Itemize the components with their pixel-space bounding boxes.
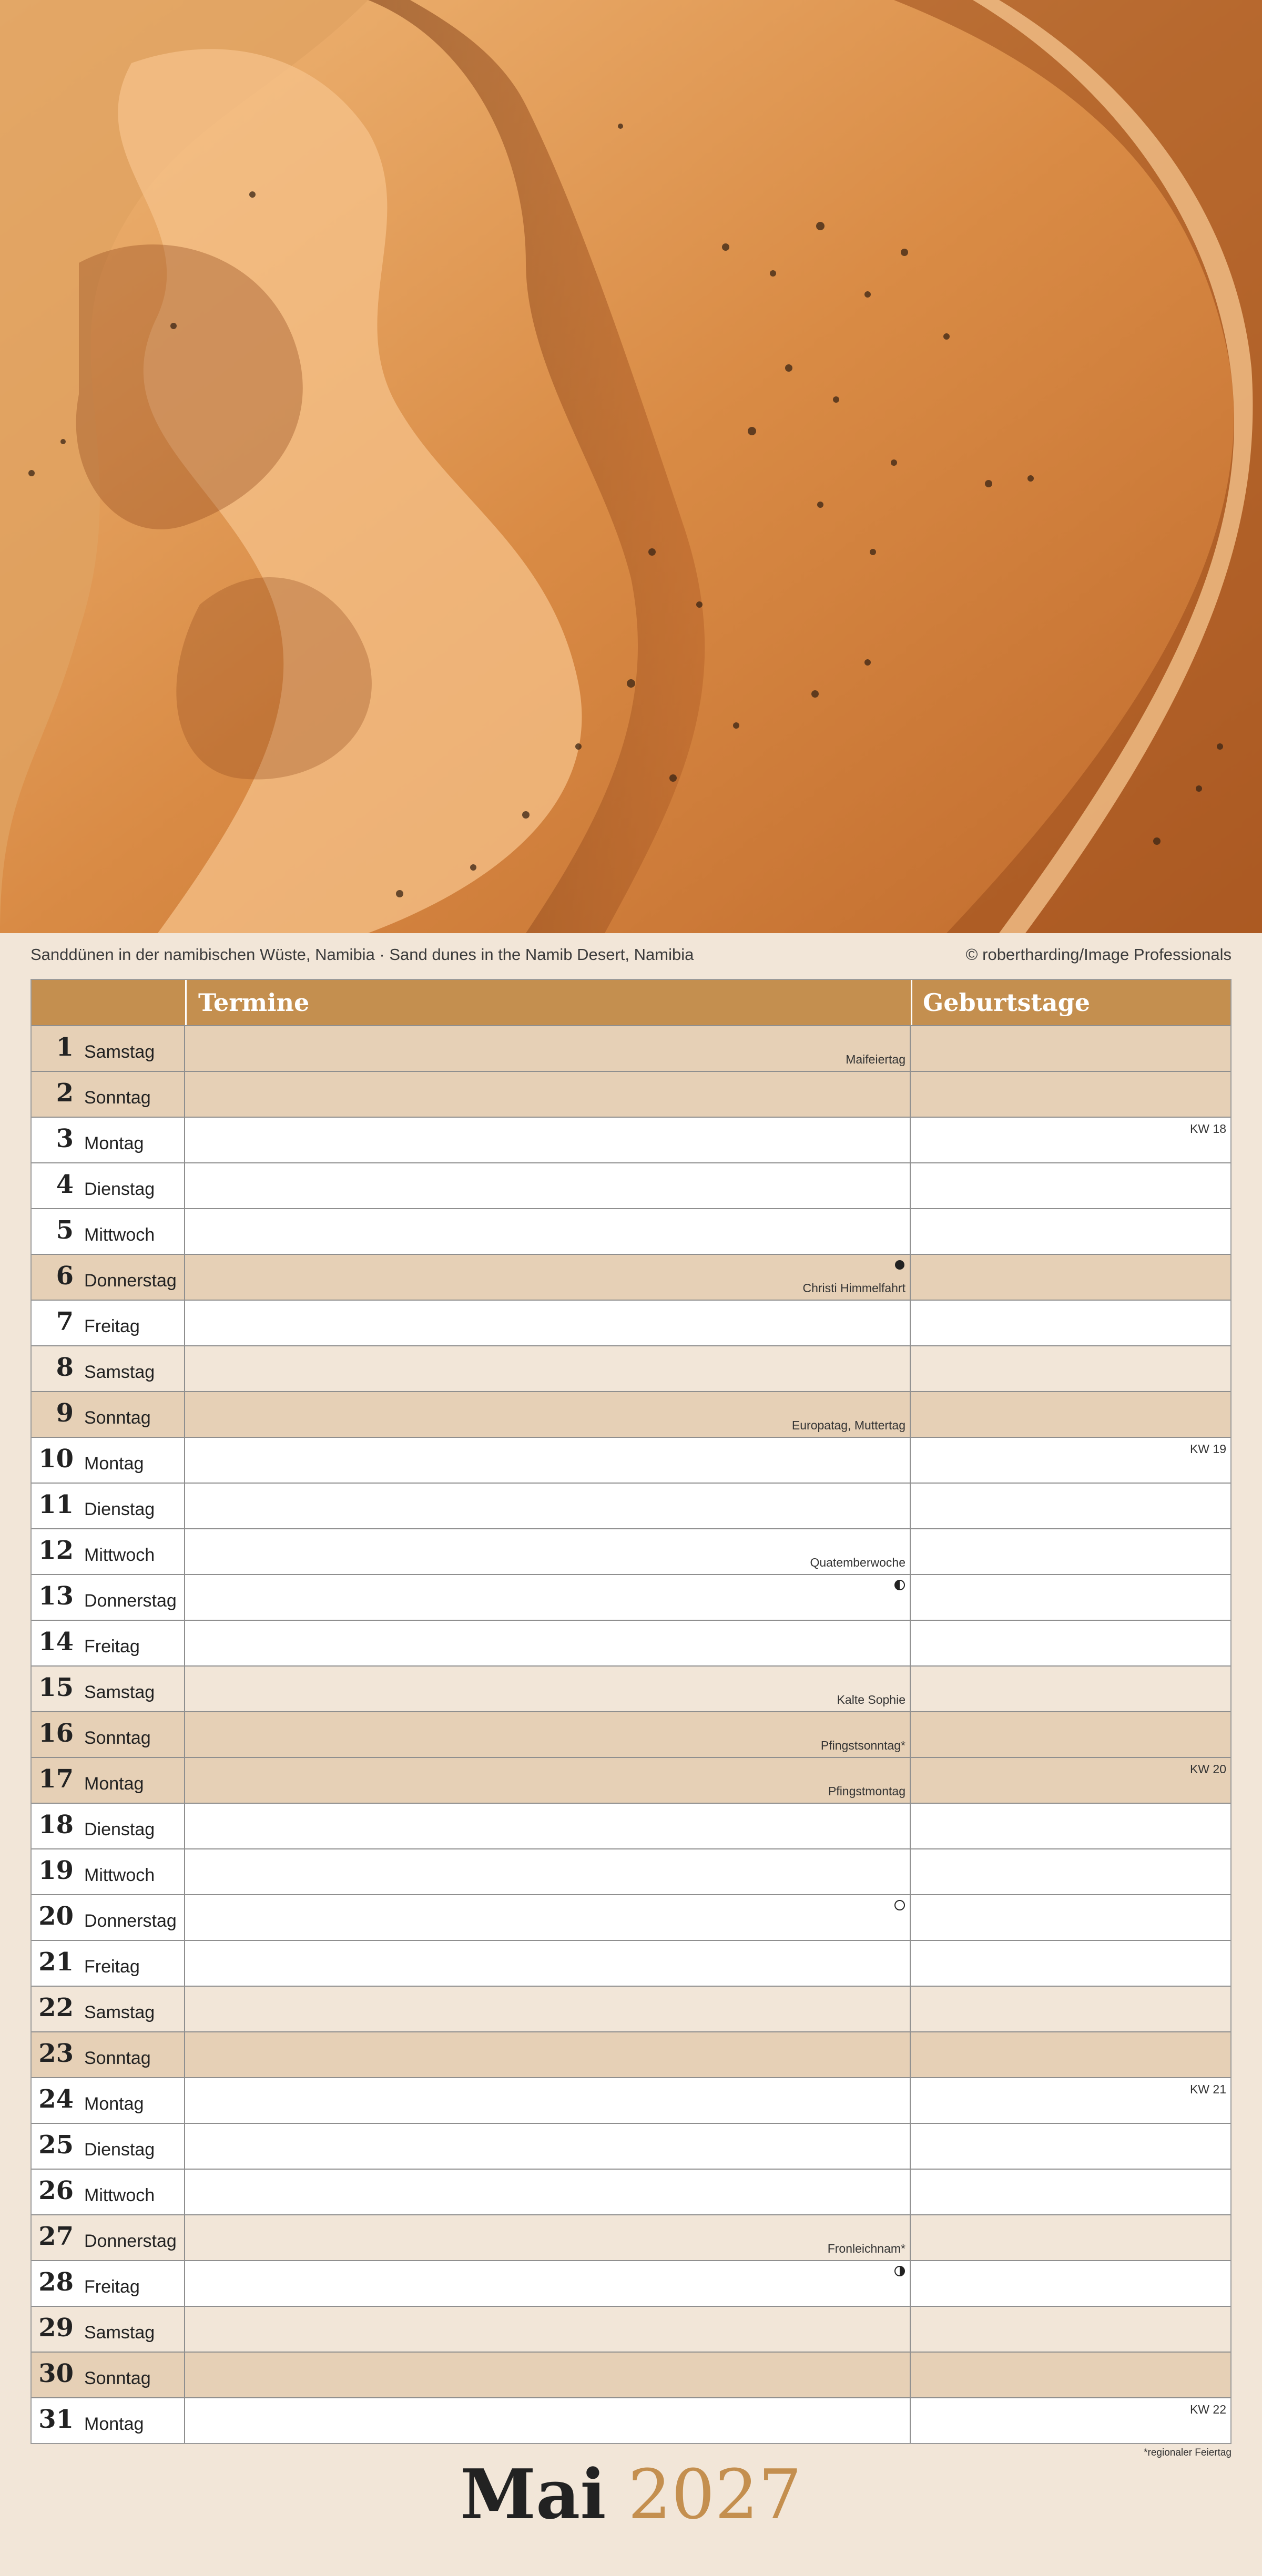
day-label-cell <box>32 1301 185 1345</box>
geburtstage-cell[interactable] <box>911 1758 1230 1803</box>
day-row <box>32 1986 1230 2031</box>
termine-cell[interactable] <box>185 1438 911 1483</box>
geburtstage-cell[interactable] <box>911 1895 1230 1940</box>
day-number: 23 <box>38 2039 74 2068</box>
weekday-name: Samstag <box>84 2323 155 2343</box>
photo-caption-row <box>30 941 1232 968</box>
geburtstage-cell[interactable] <box>911 1575 1230 1620</box>
day-number: 31 <box>38 2405 74 2434</box>
day-number: 26 <box>38 2176 74 2205</box>
termine-cell[interactable] <box>185 1712 911 1757</box>
geburtstage-cell[interactable] <box>911 1026 1230 1071</box>
day-number: 14 <box>38 1627 74 1657</box>
day-number: 22 <box>38 1993 74 2022</box>
day-row <box>32 1208 1230 1254</box>
month-planner-table <box>30 979 1232 2444</box>
day-number: 15 <box>38 1673 74 1702</box>
geburtstage-cell[interactable] <box>911 1118 1230 1162</box>
day-number: 4 <box>56 1170 74 1199</box>
day-row <box>32 1162 1230 1208</box>
header-day-column <box>32 980 185 1025</box>
day-row <box>32 1391 1230 1437</box>
day-number: 25 <box>38 2130 74 2160</box>
year: 2027 <box>628 2455 802 2534</box>
day-label-cell <box>32 1941 185 1986</box>
termine-cell[interactable] <box>185 1941 911 1986</box>
geburtstage-cell[interactable] <box>911 1987 1230 2031</box>
day-number: 17 <box>38 1764 74 1794</box>
weekday-name: Mittwoch <box>84 1545 155 1565</box>
geburtstage-cell[interactable] <box>911 2215 1230 2260</box>
holiday-note: Christi Himmelfahrt <box>802 1281 905 1295</box>
weekday-name: Montag <box>84 1454 144 1474</box>
weekday-name: Freitag <box>84 1316 140 1336</box>
day-label-cell <box>32 1758 185 1803</box>
dune-photo <box>0 0 1262 933</box>
termine-cell[interactable] <box>185 1072 911 1117</box>
weekday-name: Donnerstag <box>84 2231 177 2251</box>
photo-credit: © robertharding/Image Professionals <box>965 945 1232 964</box>
day-row <box>32 2123 1230 2169</box>
termine-cell[interactable] <box>185 2124 911 2169</box>
day-row <box>32 1437 1230 1483</box>
moon-phase-new-icon <box>894 1259 905 1271</box>
day-row <box>32 2352 1230 2397</box>
day-row <box>32 2306 1230 2352</box>
day-number: 5 <box>56 1215 74 1245</box>
month-title <box>0 2450 1262 2539</box>
geburtstage-cell[interactable] <box>911 2307 1230 2352</box>
day-number: 21 <box>38 1947 74 1977</box>
termine-cell[interactable] <box>185 1118 911 1162</box>
day-row <box>32 1803 1230 1848</box>
day-label-cell <box>32 1346 185 1391</box>
holiday-note: Fronleichnam* <box>827 2242 905 2255</box>
day-label-cell <box>32 2078 185 2123</box>
weekday-name: Sonntag <box>84 1728 151 1748</box>
day-row <box>32 2169 1230 2214</box>
footnote: *regionaler Feiertag <box>1144 2447 1232 2458</box>
weekday-name: Samstag <box>84 1362 155 1382</box>
weekday-name: Freitag <box>84 1637 140 1657</box>
termine-cell[interactable] <box>185 2261 911 2306</box>
day-label-cell <box>32 2215 185 2260</box>
geburtstage-cell[interactable] <box>911 2078 1230 2123</box>
sand-dunes-image <box>0 0 1262 933</box>
weekday-name: Donnerstag <box>84 1911 177 1931</box>
day-number: 7 <box>56 1307 74 1336</box>
day-number: 16 <box>38 1719 74 1748</box>
day-number: 10 <box>38 1444 74 1474</box>
day-label-cell <box>32 1529 185 1574</box>
geburtstage-cell[interactable] <box>911 2170 1230 2214</box>
termine-cell[interactable] <box>185 2032 911 2077</box>
day-label-cell <box>32 2353 185 2397</box>
termine-cell[interactable] <box>185 1392 911 1437</box>
termine-cell[interactable] <box>185 1895 911 1940</box>
weekday-name: Sonntag <box>84 2368 151 2388</box>
weekday-name: Dienstag <box>84 1499 155 1519</box>
day-label-cell <box>32 1484 185 1528</box>
day-row <box>32 1574 1230 1620</box>
day-number: 6 <box>56 1261 74 1291</box>
termine-cell[interactable] <box>185 2078 911 2123</box>
day-label-cell <box>32 2307 185 2352</box>
termine-cell[interactable] <box>185 1804 911 1848</box>
day-row <box>32 2031 1230 2077</box>
day-row <box>32 1071 1230 1117</box>
moon-phase-first-icon <box>894 1579 905 1591</box>
day-row <box>32 1711 1230 1757</box>
photo-caption: Sanddünen in der namibischen Wüste, Namibia · Sand dunes in the Namib Desert, Namibia <box>30 945 694 964</box>
weekday-name: Dienstag <box>84 2140 155 2160</box>
header-termine: Termine <box>185 980 911 1025</box>
day-label-cell <box>32 1575 185 1620</box>
weekday-name: Sonntag <box>84 1088 151 1108</box>
day-number: 27 <box>38 2222 74 2251</box>
month-name: Mai <box>460 2454 606 2534</box>
day-number: 24 <box>38 2084 74 2114</box>
geburtstage-cell[interactable] <box>911 1621 1230 1665</box>
moon-phase-full-icon <box>894 1899 905 1911</box>
termine-cell[interactable] <box>185 1529 911 1574</box>
weekday-name: Donnerstag <box>84 1271 177 1291</box>
day-number: 29 <box>38 2313 74 2343</box>
weekday-name: Dienstag <box>84 1179 155 1199</box>
day-number: 11 <box>38 1490 74 1519</box>
day-label-cell <box>32 2124 185 2169</box>
day-row <box>32 1025 1230 1071</box>
day-row <box>32 1117 1230 1162</box>
termine-cell[interactable] <box>185 1667 911 1711</box>
geburtstage-cell[interactable] <box>911 1392 1230 1437</box>
day-row <box>32 1254 1230 1300</box>
day-row <box>32 1345 1230 1391</box>
day-label-cell <box>32 1849 185 1894</box>
weekday-name: Mittwoch <box>84 1225 155 1245</box>
termine-cell[interactable] <box>185 1849 911 1894</box>
day-number: 12 <box>38 1536 74 1565</box>
day-label-cell <box>32 1072 185 1117</box>
day-number: 8 <box>56 1353 74 1382</box>
weekday-name: Montag <box>84 1774 144 1794</box>
geburtstage-cell[interactable] <box>911 1849 1230 1894</box>
day-label-cell <box>32 2398 185 2443</box>
weekday-name: Mittwoch <box>84 2185 155 2205</box>
geburtstage-cell[interactable] <box>911 2032 1230 2077</box>
day-number: 1 <box>56 1033 74 1062</box>
day-row <box>32 2397 1230 2443</box>
day-label-cell <box>32 2170 185 2214</box>
day-number: 9 <box>56 1398 74 1428</box>
day-label-cell <box>32 1209 185 1254</box>
day-label-cell <box>32 1895 185 1940</box>
calendar-week-label: KW 19 <box>1189 1442 1226 1456</box>
weekday-name: Samstag <box>84 2002 155 2022</box>
weekday-name: Sonntag <box>84 1408 151 1428</box>
day-number: 28 <box>38 2267 74 2297</box>
holiday-note: Europatag, Muttertag <box>791 1418 905 1432</box>
geburtstage-cell[interactable] <box>911 2398 1230 2443</box>
termine-cell[interactable] <box>185 2307 911 2352</box>
day-row <box>32 1757 1230 1803</box>
day-row <box>32 2260 1230 2306</box>
geburtstage-cell[interactable] <box>911 1804 1230 1848</box>
calendar-week-label: KW 22 <box>1189 2403 1226 2416</box>
day-row <box>32 1940 1230 1986</box>
moon-phase-last-icon <box>894 2265 905 2277</box>
weekday-name: Montag <box>84 1133 144 1153</box>
geburtstage-cell[interactable] <box>911 1346 1230 1391</box>
termine-cell[interactable] <box>185 1209 911 1254</box>
weekday-name: Freitag <box>84 2277 140 2297</box>
day-row <box>32 1665 1230 1711</box>
geburtstage-cell[interactable] <box>911 1941 1230 1986</box>
termine-cell[interactable] <box>185 1026 911 1071</box>
termine-cell[interactable] <box>185 1346 911 1391</box>
geburtstage-cell[interactable] <box>911 1712 1230 1757</box>
calendar-week-label: KW 20 <box>1189 1762 1226 1776</box>
header-geburtstage: Geburtstage <box>911 980 1230 1025</box>
termine-cell[interactable] <box>185 1575 911 1620</box>
termine-cell[interactable] <box>185 1301 911 1345</box>
day-rows <box>32 1025 1230 2443</box>
day-label-cell <box>32 1804 185 1848</box>
geburtstage-cell[interactable] <box>911 1484 1230 1528</box>
termine-cell[interactable] <box>185 1758 911 1803</box>
termine-cell[interactable] <box>185 1163 911 1208</box>
day-row <box>32 1848 1230 1894</box>
day-label-cell <box>32 1118 185 1162</box>
day-number: 2 <box>56 1078 74 1108</box>
weekday-name: Samstag <box>84 1682 155 1702</box>
geburtstage-cell[interactable] <box>911 1209 1230 1254</box>
termine-cell[interactable] <box>185 2170 911 2214</box>
day-number: 13 <box>38 1581 74 1611</box>
weekday-name: Montag <box>84 2414 144 2434</box>
weekday-name: Mittwoch <box>84 1865 155 1885</box>
day-number: 30 <box>38 2359 74 2388</box>
day-label-cell <box>32 1621 185 1665</box>
geburtstage-cell[interactable] <box>911 1255 1230 1300</box>
day-row <box>32 1483 1230 1528</box>
termine-cell[interactable] <box>185 2215 911 2260</box>
geburtstage-cell[interactable] <box>911 1072 1230 1117</box>
weekday-name: Montag <box>84 2094 144 2114</box>
termine-cell[interactable] <box>185 1987 911 2031</box>
table-header <box>32 980 1230 1025</box>
holiday-note: Quatemberwoche <box>810 1556 905 1569</box>
weekday-name: Sonntag <box>84 2048 151 2068</box>
day-number: 18 <box>38 1810 74 1839</box>
termine-cell[interactable] <box>185 1484 911 1528</box>
geburtstage-cell[interactable] <box>911 1301 1230 1345</box>
holiday-note: Maifeiertag <box>846 1052 905 1066</box>
day-label-cell <box>32 1163 185 1208</box>
day-label-cell <box>32 1712 185 1757</box>
day-row <box>32 1620 1230 1665</box>
day-label-cell <box>32 1438 185 1483</box>
geburtstage-cell[interactable] <box>911 1438 1230 1483</box>
holiday-note: Pfingstmontag <box>828 1784 905 1798</box>
day-label-cell <box>32 2261 185 2306</box>
day-number: 19 <box>38 1856 74 1885</box>
termine-cell[interactable] <box>185 2353 911 2397</box>
day-label-cell <box>32 1667 185 1711</box>
day-label-cell <box>32 1392 185 1437</box>
day-label-cell <box>32 1987 185 2031</box>
geburtstage-cell[interactable] <box>911 1667 1230 1711</box>
day-number: 20 <box>38 1902 74 1931</box>
weekday-name: Freitag <box>84 1957 140 1977</box>
geburtstage-cell[interactable] <box>911 2261 1230 2306</box>
calendar-week-label: KW 21 <box>1189 2082 1226 2096</box>
day-row <box>32 1894 1230 1940</box>
weekday-name: Dienstag <box>84 1819 155 1839</box>
termine-cell[interactable] <box>185 2398 911 2443</box>
holiday-note: Kalte Sophie <box>837 1693 905 1706</box>
day-row <box>32 1528 1230 1574</box>
geburtstage-cell[interactable] <box>911 2124 1230 2169</box>
day-label-cell <box>32 1255 185 1300</box>
weekday-name: Samstag <box>84 1042 155 1062</box>
weekday-name: Donnerstag <box>84 1591 177 1611</box>
day-label-cell <box>32 1026 185 1071</box>
day-number: 3 <box>56 1124 74 1153</box>
holiday-note: Pfingstsonntag* <box>820 1739 905 1752</box>
day-row <box>32 2077 1230 2123</box>
day-row <box>32 2214 1230 2260</box>
geburtstage-cell[interactable] <box>911 1529 1230 1574</box>
day-row <box>32 1300 1230 1345</box>
termine-cell[interactable] <box>185 1621 911 1665</box>
geburtstage-cell[interactable] <box>911 1163 1230 1208</box>
geburtstage-cell[interactable] <box>911 2353 1230 2397</box>
day-label-cell <box>32 2032 185 2077</box>
termine-cell[interactable] <box>185 1255 911 1300</box>
calendar-week-label: KW 18 <box>1189 1122 1226 1136</box>
